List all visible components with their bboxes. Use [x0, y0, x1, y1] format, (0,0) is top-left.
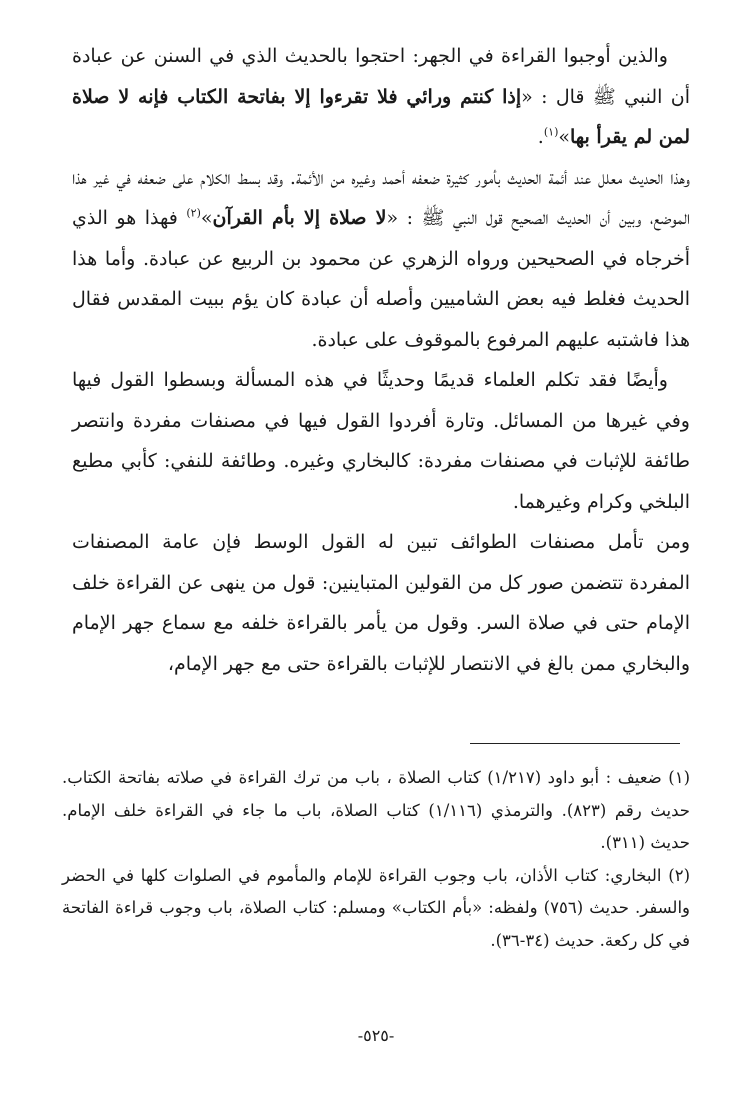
footnote-ref-1[interactable]: (١) [543, 125, 559, 139]
paragraph-1-text: والذين أوجبوا القراءة في الجهر: احتجوا بالحديث الذي في السنن عن عبادة أن النبي ﷺ قال : « [72, 45, 690, 108]
footnote-1: (١) ضعيف : أبو داود (١/٢١٧) كتاب الصلاة ، باب من ترك القراءة في صلاته بفاتحة الكتاب. حديث رقم (٨٢٣). والترمذي (١/١١٦) كتاب الصلاة، باب ما جاء في القراءة خلف الإمام. حديث (٣١١). [62, 768, 691, 852]
page-body [72, 36, 690, 684]
paragraph-4-text: ومن تأمل مصنفات الطوائف تبين له القول الوسط فإن عامة المصنفات المفردة تتضمن صور كل من القولين المتباينين: قول من ينهى عن القراءة خلف الإمام حتى في صلاة السر. وقول من يأمر بالقراءة خلفه مع سماع جهر الإمام والبخاري ممن بالغ في الانتصار للإثبات بالقراءة حتى مع جهر الإمام، [72, 531, 690, 675]
main-text [72, 36, 690, 684]
paragraph-3 [72, 360, 690, 522]
paragraph-1 [72, 36, 690, 158]
footnote-2: (٢) البخاري: كتاب الأذان، باب وجوب القراءة للإمام والمأموم في الصلوات كلها في الحضر والسفر. حديث (٧٥٦) ولفظه: «بأم الكتاب» ومسلم: كتاب الصلاة، باب وجوب قراءة الفاتحة في كل ركعة. حديث (٣٤-٣٦). [62, 865, 690, 950]
footnote-separator [470, 743, 680, 744]
quote-close-2: » [200, 207, 213, 229]
quote-close-1: » [558, 126, 570, 148]
page-number: -٥٢٥- [357, 1026, 395, 1045]
paragraph-3-text: وأيضًا فقد تكلم العلماء قديمًا وحديثًا في هذه المسألة وبسطوا القول فيها وفي غيرها من المسائل. وتارة أفردوا القول فيها في مصنفات مفردة وانتصر طائفة للإثبات في مصنفات مفردة: كالبخاري وغيره. وطائفة للنفي: كأبي مطيع البلخي وكرام وغيرهما. [72, 369, 690, 513]
paragraph-2 [72, 158, 690, 361]
paragraph-1-tail: . [537, 126, 544, 148]
paragraph-2-text-c: فهذا هو الذي أخرجاه في الصحيحين ورواه الزهري عن محمود بن الربيع عن عبادة. وأما هذا الحديث فغلط فيه بعض الشاميين وأصله أن عبادة كان يؤم ببيت المقدس فقال هذا فاشتبه عليهم المرفوع بالموقوف على عبادة. [72, 207, 690, 351]
paragraph-2-text-a: وهذا الحديث معلل عند أئمة الحديث بأمور كثيرة ضعفه أحمد وغيره من الأئمة. وقد بسط الكلام على ضعفه في غير هذا الموضع، وبين أن الحديث الصحيح قول النبي ﷺ : « [72, 166, 690, 229]
footnotes [62, 762, 690, 957]
hadith-quote-2: لا صلاة إلا بأم القرآن [212, 207, 387, 229]
footnote-ref-2[interactable]: (٢) [186, 206, 201, 220]
paragraph-4 [72, 522, 690, 684]
hadith-quote-1: إذا كنتم ورائي فلا تقرءوا إلا بفاتحة الكتاب فإنه لا صلاة لمن لم يقرأ بها [72, 85, 690, 148]
